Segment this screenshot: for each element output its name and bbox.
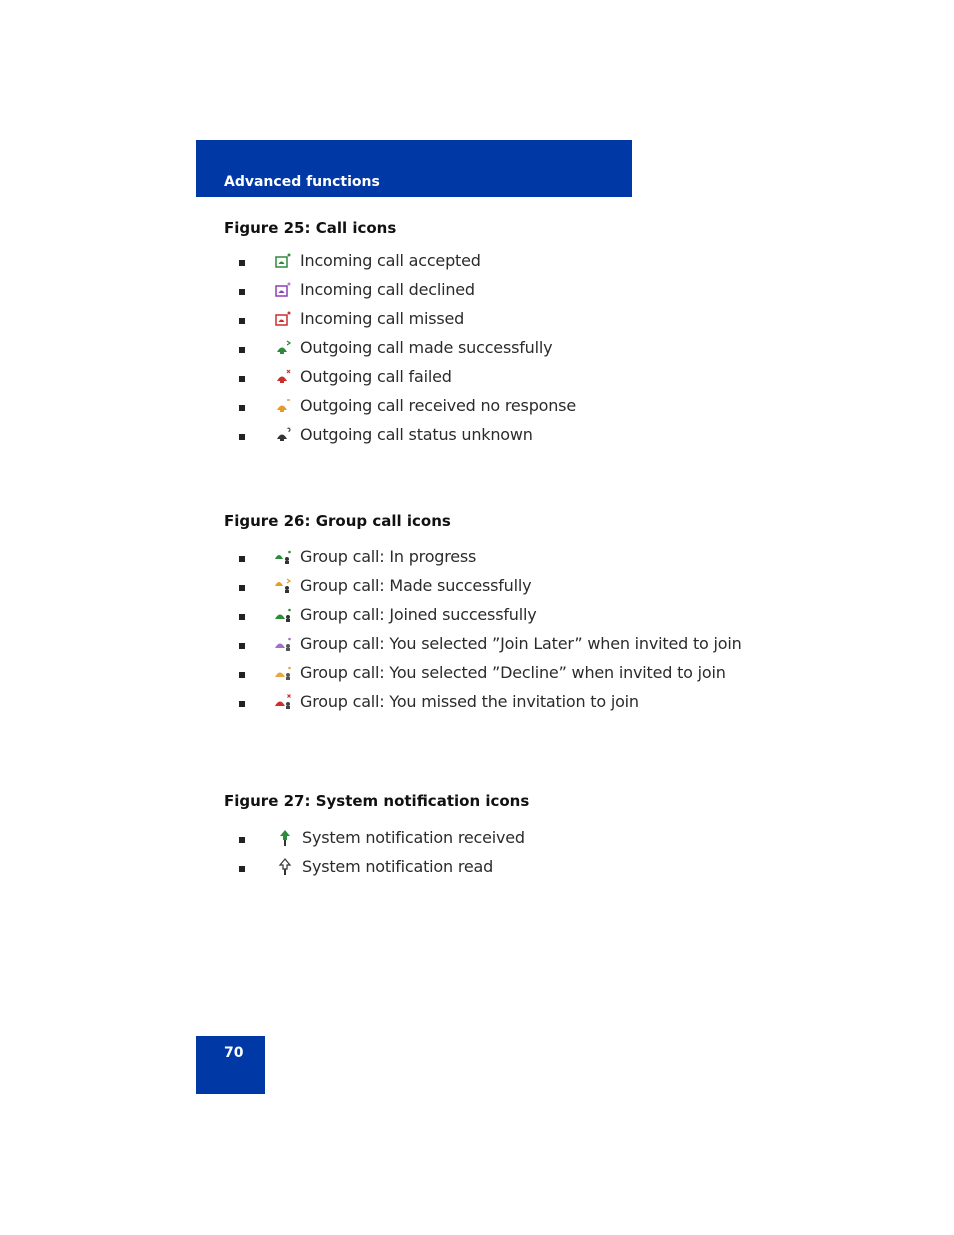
bullet (239, 643, 245, 649)
bullet (239, 614, 245, 620)
notification-read-icon (276, 858, 294, 876)
list-item (239, 391, 576, 420)
notification-received-icon (276, 829, 294, 847)
system-notification-icons-list (239, 823, 525, 881)
list-item-label: Incoming call missed (300, 309, 465, 328)
list-item-label: Incoming call accepted (300, 251, 481, 270)
outgoing-success-icon (274, 339, 292, 357)
outgoing-no-response-icon (274, 397, 292, 415)
list-item-label: Group call: In progress (300, 547, 477, 566)
bullet (239, 347, 245, 353)
section-title: Advanced functions (224, 174, 380, 190)
bullet (239, 318, 245, 324)
list-item-label: Outgoing call made successfully (300, 338, 553, 357)
list-item (239, 246, 576, 275)
list-item (239, 571, 742, 600)
list-item (239, 600, 742, 629)
list-item-label: Group call: Joined successfully (300, 605, 537, 624)
list-item (239, 333, 576, 362)
section-header-bar (196, 140, 632, 197)
list-item-label: Incoming call declined (300, 280, 475, 299)
list-item (239, 658, 742, 687)
bullet (239, 866, 245, 872)
group-missed-icon (274, 693, 292, 711)
list-item (239, 823, 525, 852)
group-declined-icon (274, 664, 292, 682)
list-item (239, 420, 576, 449)
page-number: 70 (224, 1045, 244, 1061)
bullet (239, 289, 245, 295)
group-joined-icon (274, 606, 292, 624)
incoming-accepted-icon (274, 252, 292, 270)
list-item-label: Outgoing call failed (300, 367, 452, 386)
list-item (239, 629, 742, 658)
incoming-declined-icon (274, 281, 292, 299)
bullet (239, 837, 245, 843)
list-item (239, 687, 742, 716)
outgoing-unknown-icon (274, 426, 292, 444)
list-item (239, 542, 742, 571)
bullet (239, 434, 245, 440)
list-item-label: System notification received (302, 828, 525, 847)
bullet (239, 405, 245, 411)
group-call-icons-list (239, 542, 742, 716)
list-item-label: Group call: Made successfully (300, 576, 532, 595)
bullet (239, 701, 245, 707)
incoming-missed-icon (274, 310, 292, 328)
list-item (239, 852, 525, 881)
list-item-label: Outgoing call status unknown (300, 425, 533, 444)
bullet (239, 556, 245, 562)
list-item (239, 275, 576, 304)
group-in-progress-icon (274, 548, 292, 566)
call-icons-list (239, 246, 576, 449)
list-item-label: System notification read (302, 857, 494, 876)
outgoing-failed-icon (274, 368, 292, 386)
figure-27-title: Figure 27: System notification icons (224, 792, 530, 810)
figure-26-title: Figure 26: Group call icons (224, 512, 451, 530)
group-join-later-icon (274, 635, 292, 653)
list-item-label: Outgoing call received no response (300, 396, 576, 415)
bullet (239, 260, 245, 266)
list-item (239, 362, 576, 391)
list-item (239, 304, 576, 333)
list-item-label: Group call: You selected ”Join Later” when invited to join (300, 634, 742, 653)
group-made-icon (274, 577, 292, 595)
page-number-box (196, 1036, 265, 1094)
bullet (239, 376, 245, 382)
bullet (239, 672, 245, 678)
list-item-label: Group call: You missed the invitation to join (300, 692, 639, 711)
bullet (239, 585, 245, 591)
figure-25-title: Figure 25: Call icons (224, 219, 397, 237)
list-item-label: Group call: You selected ”Decline” when invited to join (300, 663, 726, 682)
